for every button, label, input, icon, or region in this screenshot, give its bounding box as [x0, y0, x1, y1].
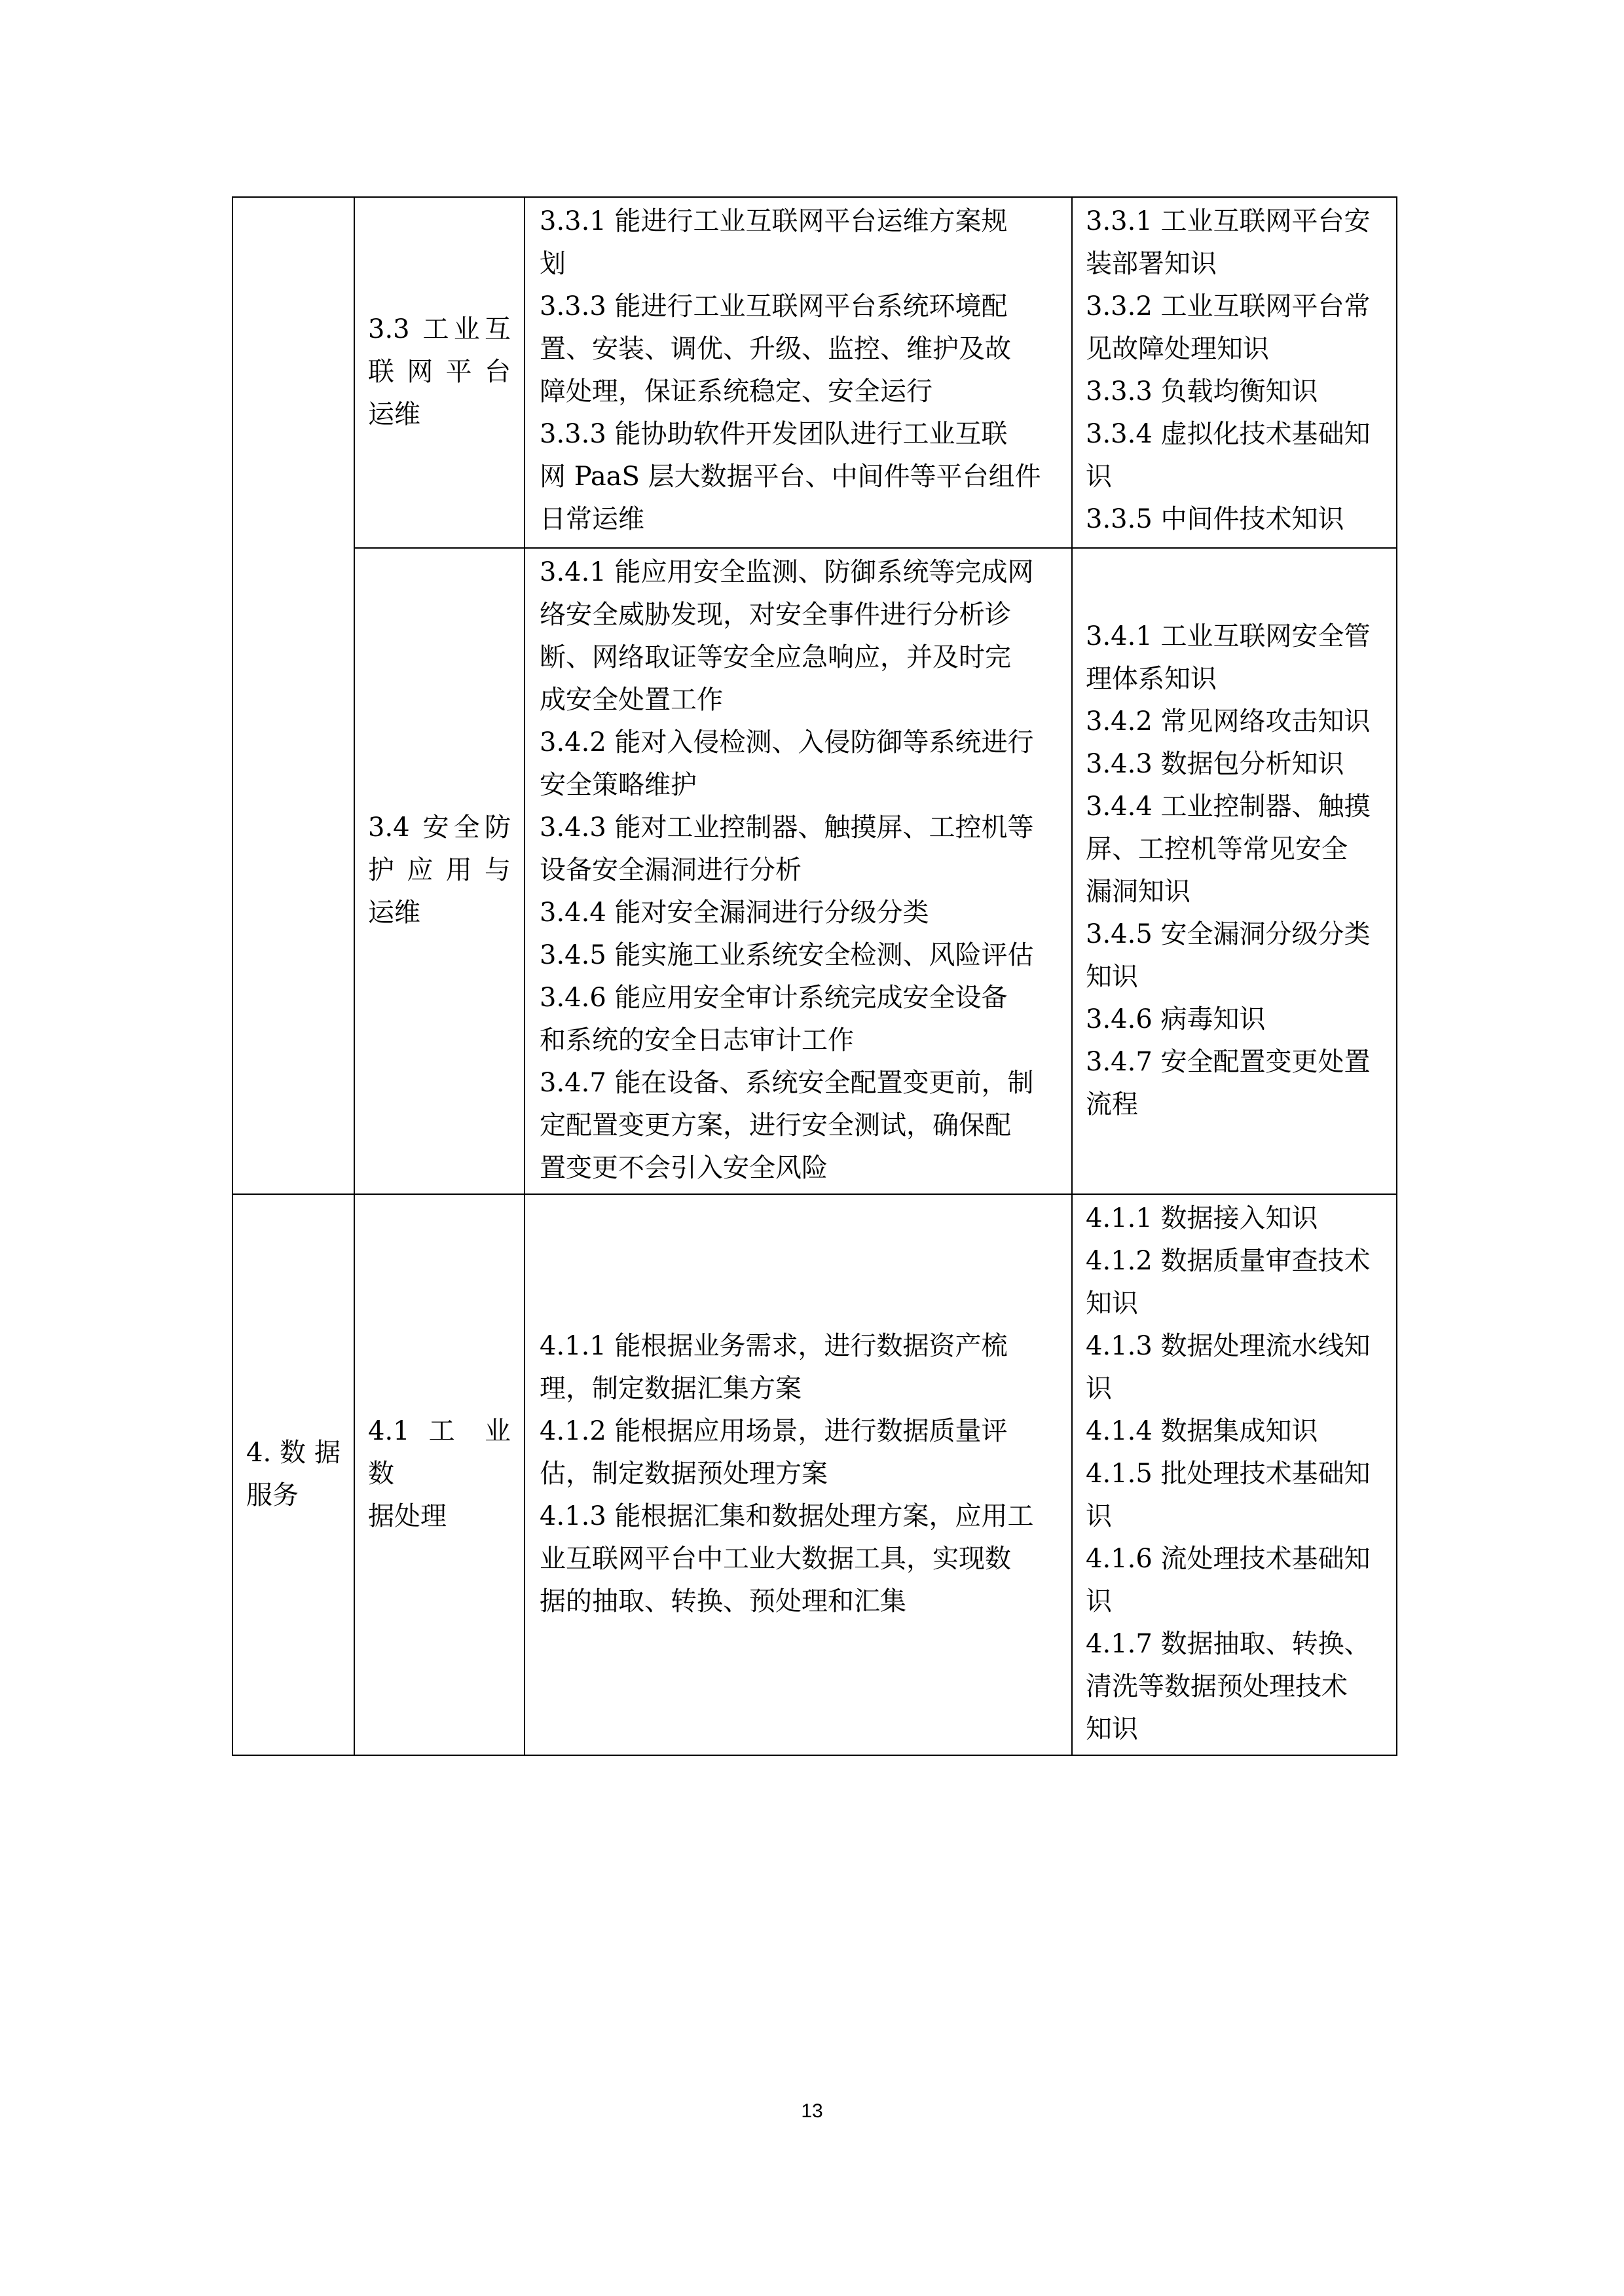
knowledge-item: 3.4.2 常见网络攻击知识: [1086, 706, 1371, 737]
category-cell: [232, 197, 354, 1194]
knowledge-item: 3.3.2 工业互联网平台常 见故障处理知识: [1086, 291, 1371, 364]
skill-requirements-cell: [525, 548, 1072, 1194]
skill-item: 3.3.3 能进行工业互联网平台系统环境配 置、安装、调优、升级、监控、维护及故 障处理，保证系统稳定、安全运行: [540, 291, 1011, 407]
knowledge-item: 4.1.7 数据抽取、转换、 清洗等数据预处理技术 知识: [1086, 1629, 1371, 1744]
knowledge-item: 4.1.4 数据集成知识: [1086, 1416, 1318, 1446]
table-row: [232, 197, 1397, 548]
knowledge-item: 3.4.4 工业控制器、触摸 屏、工控机等常见安全 漏洞知识: [1086, 791, 1371, 907]
table-row: [232, 548, 1397, 1194]
category-cell: 4. 数 据 服务: [232, 1194, 354, 1755]
subcategory-cell: 3.3 工业互 联 网 平 台 运维: [354, 197, 525, 548]
skill-item: 3.4.6 能应用安全审计系统完成安全设备 和系统的安全日志审计工作: [540, 983, 1008, 1055]
knowledge-item: 3.4.5 安全漏洞分级分类 知识: [1086, 919, 1371, 992]
skill-requirements-cell: [525, 1194, 1072, 1755]
skill-item: 3.4.1 能应用安全监测、防御系统等完成网 络安全威胁发现，对安全事件进行分析诊 断、网络取证等安全应急响应，并及时完 成安全处置工作: [540, 557, 1034, 715]
skill-item: 4.1.2 能根据应用场景，进行数据质量评 估，制定数据预处理方案: [540, 1416, 1008, 1489]
knowledge-item: 3.3.4 虚拟化技术基础知 识: [1086, 419, 1371, 492]
skill-item: 4.1.1 能根据业务需求，进行数据资产梳 理，制定数据汇集方案: [540, 1331, 1008, 1404]
knowledge-item: 3.3.5 中间件技术知识: [1086, 504, 1344, 534]
skill-item: 3.3.1 能进行工业互联网平台运维方案规 划: [540, 206, 1008, 279]
skills-table: [232, 196, 1397, 1756]
skill-item: 3.4.3 能对工业控制器、触摸屏、工控机等 设备安全漏洞进行分析: [540, 812, 1034, 885]
knowledge-item: 3.3.1 工业互联网平台安 装部署知识: [1086, 206, 1371, 279]
skill-item: 3.4.5 能实施工业系统安全检测、风险评估: [540, 940, 1034, 970]
skill-requirements-cell: [525, 197, 1072, 548]
page-number: 13: [801, 2100, 823, 2122]
knowledge-item: 4.1.1 数据接入知识: [1086, 1203, 1318, 1233]
skill-item: 3.4.2 能对入侵检测、入侵防御等系统进行 安全策略维护: [540, 727, 1034, 800]
subcategory-cell: 3.4 安全防 护 应 用 与 运维: [354, 548, 525, 1194]
knowledge-item: 3.4.3 数据包分析知识: [1086, 748, 1344, 779]
table-row: [232, 1194, 1397, 1755]
knowledge-requirements-cell: [1072, 548, 1397, 1194]
knowledge-item: 4.1.5 批处理技术基础知 识: [1086, 1459, 1371, 1531]
knowledge-item: 3.4.6 病毒知识: [1086, 1004, 1266, 1034]
knowledge-item: 4.1.3 数据处理流水线知 识: [1086, 1331, 1371, 1404]
knowledge-requirements-cell: [1072, 1194, 1397, 1755]
skill-item: 3.4.4 能对安全漏洞进行分级分类: [540, 898, 929, 928]
knowledge-requirements-cell: [1072, 197, 1397, 548]
skill-item: 3.3.3 能协助软件开发团队进行工业互联 网 PaaS 层大数据平台、中间件等平台组件 日常运维: [540, 419, 1041, 534]
knowledge-item: 3.3.3 负载均衡知识: [1086, 376, 1318, 407]
skill-item: 3.4.7 能在设备、系统安全配置变更前，制 定配置变更方案，进行安全测试，确保配 置变更不会引入安全风险: [540, 1068, 1034, 1183]
subcategory-cell: 4.1 工 业 数 据处理: [354, 1194, 525, 1755]
knowledge-item: 4.1.6 流处理技术基础知 识: [1086, 1544, 1371, 1616]
knowledge-item: 3.4.7 安全配置变更处置 流程: [1086, 1046, 1371, 1120]
skill-item: 4.1.3 能根据汇集和数据处理方案，应用工 业互联网平台中工业大数据工具，实现数 据的抽取、转换、预处理和汇集: [540, 1501, 1034, 1616]
knowledge-item: 4.1.2 数据质量审查技术 知识: [1086, 1246, 1371, 1319]
knowledge-item: 3.4.1 工业互联网安全管 理体系知识: [1086, 621, 1371, 694]
